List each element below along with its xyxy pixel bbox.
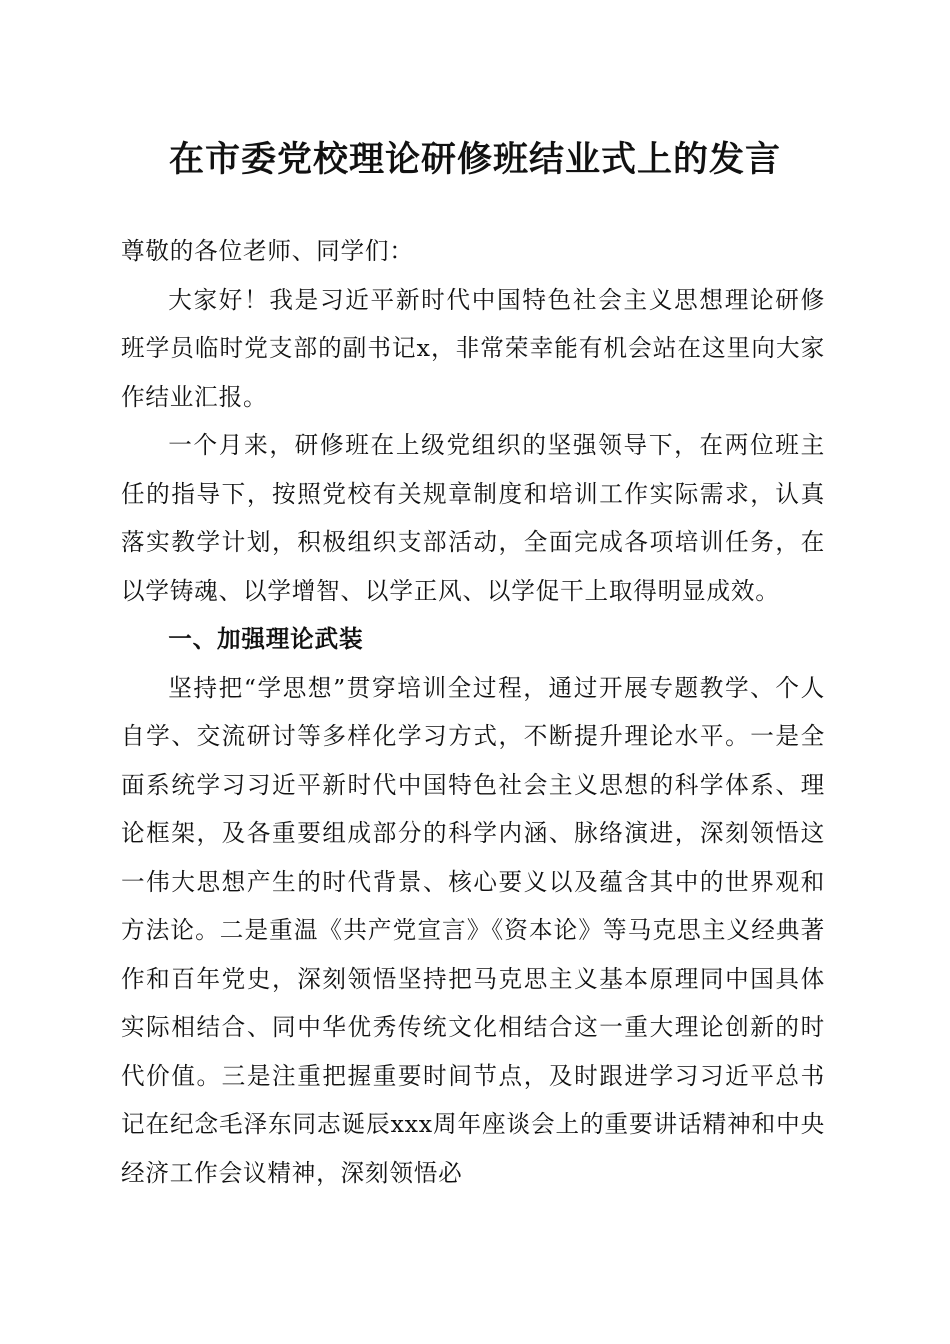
paragraph-section-one: 坚持把“学思想”贯穿培训全过程，通过开展专题教学、个人自学、交流研讨等多样化学习方式，不断提升理论水平。一是全面系统学习习近平新时代中国特色社会主义思想的科学体系、理论框架，及各重要组成部分的科学内涵、脉络演进，深刻领悟这一伟大思想产生的时代背景、核心要义以及蕴含其中的世界观和方法论。二是重温《共产党宣言》《资本论》等马克思主义经典著作和百年党史，深刻领悟坚持把马克思主义基本原理同中国具体实际相结合、同中华优秀传统文化相结合这一重大理论创新的时代价值。三是注重把握重要时间节点，及时跟进学习习近平总书记在纪念毛泽东同志诞辰xxx周年座谈会上的重要讲话精神和中央经济工作会议精神，深刻领悟必: [121, 673, 825, 1187]
section-heading: 一、加强理论武装: [168, 625, 364, 653]
document-title: 在市委党校理论研修班结业式上的发言: [168, 139, 781, 180]
salutation: 尊敬的各位老师、同学们：: [121, 237, 414, 265]
document-body: [121, 227, 825, 1197]
paragraph-greeting: 大家好！我是习近平新时代中国特色社会主义思想理论研修班学员临时党支部的副书记x，非常荣幸能有机会站在这里向大家作结业汇报。: [121, 285, 825, 411]
paragraph-summary: 一个月来，研修班在上级党组织的坚强领导下，在两位班主任的指导下，按照党校有关规章制度和培训工作实际需求，认真落实教学计划，积极组织支部活动，全面完成各项培训任务，在以学铸魂、以学增智、以学正风、以学促干上取得明显成效。: [121, 431, 825, 605]
